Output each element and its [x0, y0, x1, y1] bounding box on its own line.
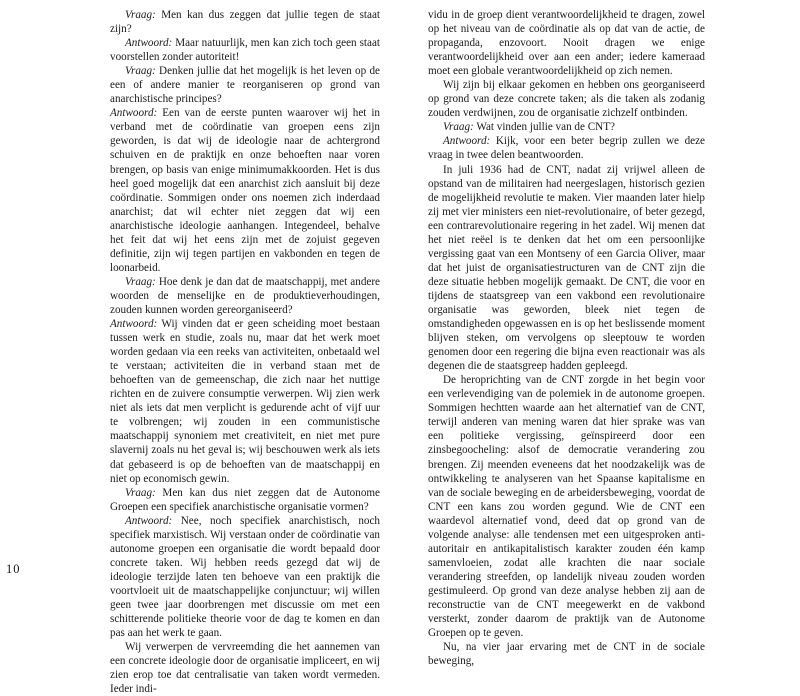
paragraph	[110, 317, 380, 486]
paragraph-text: Men kan dus niet zeggen dat de Autonome Groepen een specifiek anarchistische organisatie vormen?	[110, 486, 380, 513]
paragraph-text: Maar natuurlijk, men kan zich toch geen staat voorstellen zonder autoriteit!	[110, 37, 380, 64]
paragraph	[110, 36, 380, 64]
paragraph	[428, 640, 705, 668]
paragraph-text: Men kan dus zeggen dat jullie tegen de staat zijn?	[110, 9, 380, 36]
speaker-label: Vraag:	[125, 275, 156, 288]
paragraph-text: Hoe denk je dan dat de maatschappij, met andere woorden de menselijke en de produktieverhoudingen, zouden kunnen worden gereorganiseerd?	[110, 275, 380, 316]
speaker-label: Antwoord:	[125, 514, 173, 527]
paragraph-text: vidu in de groep dient verantwoordelijkheid te dragen, zowel op het niveau van de coördinatie als op dat van de actie, de propaganda, enzovoort. Nooit dragen we enige verantwoordelijkheid over aan een ander; iedere kameraad moet een globale verantwoordelijkheid op zich nemen.	[428, 9, 705, 78]
paragraph	[428, 120, 705, 134]
paragraph-text: Wij verwerpen de vervreemding die het aannemen van een concrete ideologie door de organisatie impliceert, en wij zien erop toe dat centralisatie van taken wordt vermeden. Ieder indi-	[110, 641, 380, 696]
speaker-label: Vraag:	[125, 9, 156, 21]
paragraph	[110, 64, 380, 106]
paragraph	[428, 134, 705, 162]
speaker-label: Antwoord:	[125, 37, 173, 50]
paragraph-text: Een van de eerste punten waarover wij het in verband met de coördinatie van groepen eens zijn geworden, is dat wij de ideologie naar de achtergrond schuiven en de praktijk en onze behoeften naar voren brengen, op basis van enige minimumakkoorden. Het is dus heel goed mogelijk dat een anarchist zich aansluit bij deze coördinatie. Sommigen onder ons noemen zich inderdaad anarchist; dat wil echter niet zeggen dat wij een anarchistische ideologie aanhangen. Integendeel, behalve het feit dat wij het eens zijn met de zojuist gegeven definitie, zijn wij tegen partijen en vakbonden en tegen de loonarbeid.	[110, 107, 380, 274]
paragraph-text: De heroprichting van de CNT zorgde in het begin voor een verlevendiging van de polemiek in de autonome groepen. Sommigen hechtten waarde aan het alternatief van de CNT, terwijl anderen van mening waren dat hier sprake was van een politieke vergissing, geïnspireerd door een zinsbegoocheling: alsof de democratie verandering zou brengen. Zij meenden eveneens dat het noodzakelijk was de ontwikkeling te analyseren van het Spaanse kapitalisme en van de sociale beweging en de arbeidersbeweging, voordat de CNT een kans zou worden gegund. Wie de CNT een waardevol alternatief vond, deed dat op grond van de volgende analyse: alle tendensen met een uitgesproken anti-autoritair en antikapitalistisch karakter zouden één kamp samenvloeien, zodat alle krachten die naar sociale verandering streefden, op landelijk niveau zouden worden gestimuleerd. Op grond van deze analyse hebben zij aan de reconstructie van de CNT meegewerkt en de vakbond versterkt, zonder daarom de praktijk van de Autonome Groepen op te geven.	[428, 374, 705, 640]
paragraph-text: Wij vinden dat er geen scheiding moet bestaan tussen werk en studie, zoals nu, maar dat het werk moet worden gedaan via een reeks van activiteiten, onbetaald wel te verstaan; activiteiten die in verband staan met de behoeften van de gemeenschap, die zich naar het nuttige richten en de zuivere consumptie verwerpen. Wij zien werk niet als iets dat men verplicht is gedurende acht of vijf uur te volbrengen; wij zouden in een communistische maatschappij synoniem met creativiteit, en niet met pure slavernij zoals nu het geval is; wij beschouwen werk als iets dat gebaseerd is op de behoeften van de maatschappij en niet op economisch gewin.	[110, 318, 380, 485]
paragraph-text: Wij zijn bij elkaar gekomen en hebben ons georganiseerd op grond van deze concrete taken; als die taken als zodanig zouden verdwijnen, zou de organisatie zichzelf ontbinden.	[428, 79, 705, 120]
paragraph	[110, 640, 380, 696]
paragraph-text: Nu, na vier jaar ervaring met de CNT in de sociale beweging,	[428, 641, 705, 668]
paragraph	[110, 486, 380, 514]
paragraph	[110, 275, 380, 317]
paragraph	[428, 163, 705, 374]
paragraph-text: Wat vinden jullie van de CNT?	[473, 121, 615, 134]
paragraph-text: In juli 1936 had de CNT, nadat zij vrijwel alleen de opstand van de militairen had neergeslagen, historisch gezien de mogelijkheid revolutie te maken. Vier maanden later hielp zij met vier ministers een niet-revolutionaire, of beter gezegd, een contrarevolutionaire regering in het zadel. Wij menen dat het niet reëel is te denken dat het om een persoonlijke vergissing gaat van een Montseny of een Garcia Oliver, maar dat het juist de organisatiestructuren van de CNT zijn die deze situatie hebben mogelijk gemaakt. De CNT, die voor en tijdens de staatsgreep van een vakbond een revolutionaire organisatie was geworden, bleek niet tegen de omstandigheden opgewassen en is op het beslissende moment blijven steken, om vervolgens op sleeptouw te worden genomen door een regering die bijna even reactionair was als degenen die de staatsgreep hadden gepleegd.	[428, 163, 705, 373]
paragraph-text: Kijk, voor een beter begrip zullen we deze vraag in twee delen beantwoorden.	[428, 135, 705, 162]
speaker-label: Antwoord:	[110, 107, 158, 120]
paragraph	[110, 106, 380, 275]
paragraph	[428, 78, 705, 120]
page-number: 10	[6, 562, 21, 576]
speaker-label: Vraag:	[125, 486, 156, 499]
speaker-label: Vraag:	[443, 121, 474, 134]
paragraph	[428, 373, 705, 640]
paragraph	[428, 8, 705, 78]
paragraph-text: Denken jullie dat het mogelijk is het leven op de een of andere manier te reorganiseren op grond van anarchistische principes?	[110, 65, 380, 106]
paragraph-text: Nee, noch specifiek anarchistisch, noch specifiek marxistisch. Wij verstaan onder de coördinatie van autonome groepen een organisatie die wordt bepaald door concrete taken. Wij hebben reeds gezegd dat wij de ideologie terzijde laten ten behoeve van een praktijk die voortvloeit uit de maatschappelijke conjunctuur; wij willen geen twee jaar doorbrengen met discussie om met een schitterende politieke theorie voor de dag te komen en dan pas aan het werk te gaan.	[110, 514, 380, 640]
speaker-label: Antwoord:	[110, 318, 158, 331]
speaker-label: Vraag:	[125, 65, 156, 78]
speaker-label: Antwoord:	[443, 135, 491, 148]
left-text-column	[110, 8, 380, 696]
paragraph	[110, 8, 380, 36]
paragraph	[110, 514, 380, 640]
right-text-column	[428, 8, 705, 668]
